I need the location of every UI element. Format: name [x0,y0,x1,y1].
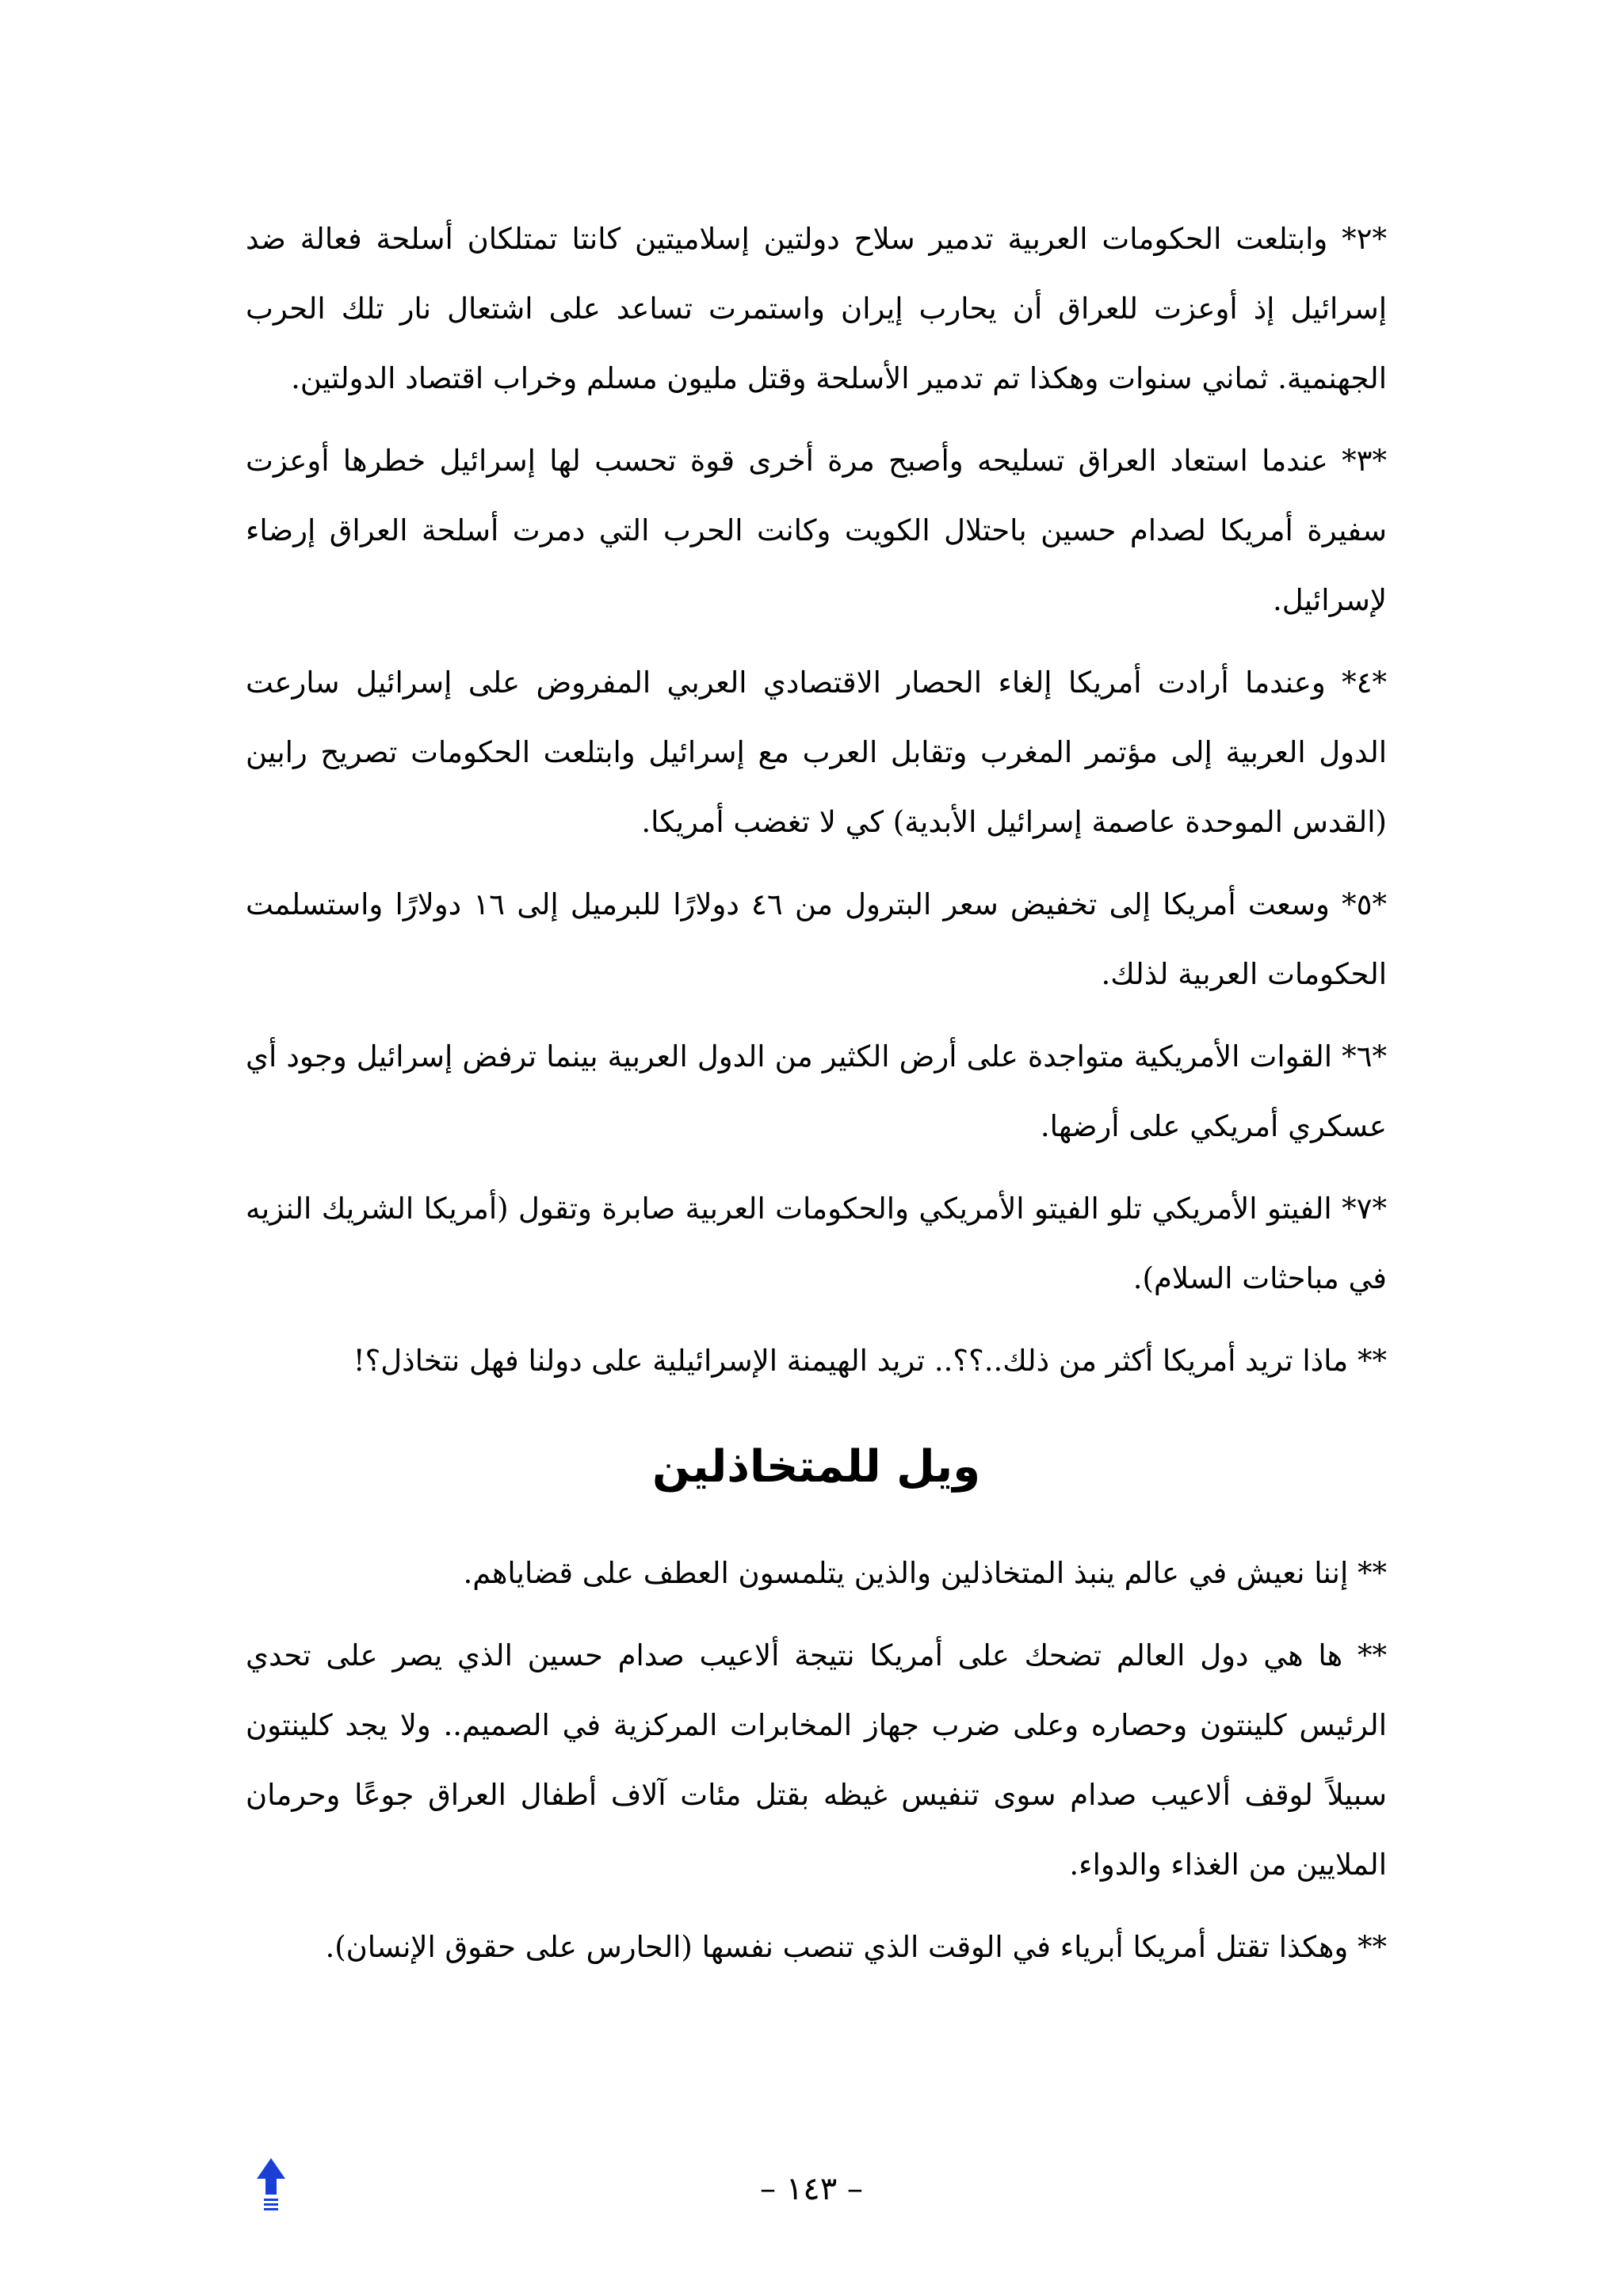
paragraph-point-3: *٣* عندما استعاد العراق تسليحه وأصبح مرة أخرى قوة تحسب لها إسرائيل خطرها أوعزت سفيرة أمريكا لصدام حسين باحتلال الكويت وكانت الحرب التي دمرت أسلحة العراق إرضاء لإسرائيل. [246,444,1387,617]
paragraph-bottom-1: ** إننا نعيش في عالم ينبذ المتخاذلين والذين يتلمسون العطف على قضاياهم. [463,1556,1387,1590]
paragraph-bottom-2: ** ها هي دول العالم تضحك على أمريكا نتيجة ألاعيب صدام حسين الذي يصر على تحدي الرئيس كلينتون وحصاره وعلى ضرب جهاز المخابرات المركزية في الصميم.. ولا يجد كلينتون سبيلاً لوقف ألاعيب صدام سوى تنفيس غيظه بقتل مئات آلاف أطفال العراق جوعًا وحرمان الملايين من الغذاء والدواء. [246,1638,1387,1882]
page-number: – ١٤٣ – [760,2171,863,2207]
paragraph-point-6: *٦* القوات الأمريكية متواجدة على أرض الكثير من الدول العربية بينما ترفض إسرائيل وجود أي عسكري أمريكي على أرضها. [246,1039,1387,1143]
text-column [246,204,1387,1995]
paragraph-point-2: *٢* وابتلعت الحكومات العربية تدمير سلاح دولتين إسلاميتين كانتا تمتلكان أسلحة فعالة ضد إسرائيل إذ أوعزت للعراق أن يحارب إيران واستمرت تساعد على اشتعال نار تلك الحرب الجهنمية. ثماني سنوات وهكذا تم تدمير الأسلحة وقتل مليون مسلم وخراب اقتصاد الدولتين. [246,222,1387,395]
paragraph-bottom-3: ** وهكذا تقتل أمريكا أبرياء في الوقت الذي تنصب نفسها (الحارس على حقوق الإنسان). [325,1930,1387,1964]
paragraph-point-4: *٤* وعندما أرادت أمريكا إلغاء الحصار الاقتصادي العربي المفروض على إسرائيل سارعت الدول العربية إلى مؤتمر المغرب وتقابل العرب مع إسرائيل وابتلعت الحكومات تصريح رابين (القدس الموحدة عاصمة إسرائيل الأبدية) كي لا تغضب أمريكا. [246,666,1387,839]
paragraph-point-7: *٧* الفيتو الأمريكي تلو الفيتو الأمريكي والحكومات العربية صابرة وتقول (أمريكا الشريك النزيه في مباحثات السلام). [246,1192,1387,1295]
paragraph-question: ** ماذا تريد أمريكا أكثر من ذلك..؟؟.. تريد الهيمنة الإسرائيلية على دولنا فهل نتخاذل؟! [353,1344,1387,1378]
paragraph-point-5: *٥* وسعت أمريكا إلى تخفيض سعر البترول من ٤٦ دولارًا للبرميل إلى ١٦ دولارًا واستسلمت الحكومات العربية لذلك. [246,887,1387,991]
section-heading: ويل للمتخاذلين [651,1441,980,1493]
